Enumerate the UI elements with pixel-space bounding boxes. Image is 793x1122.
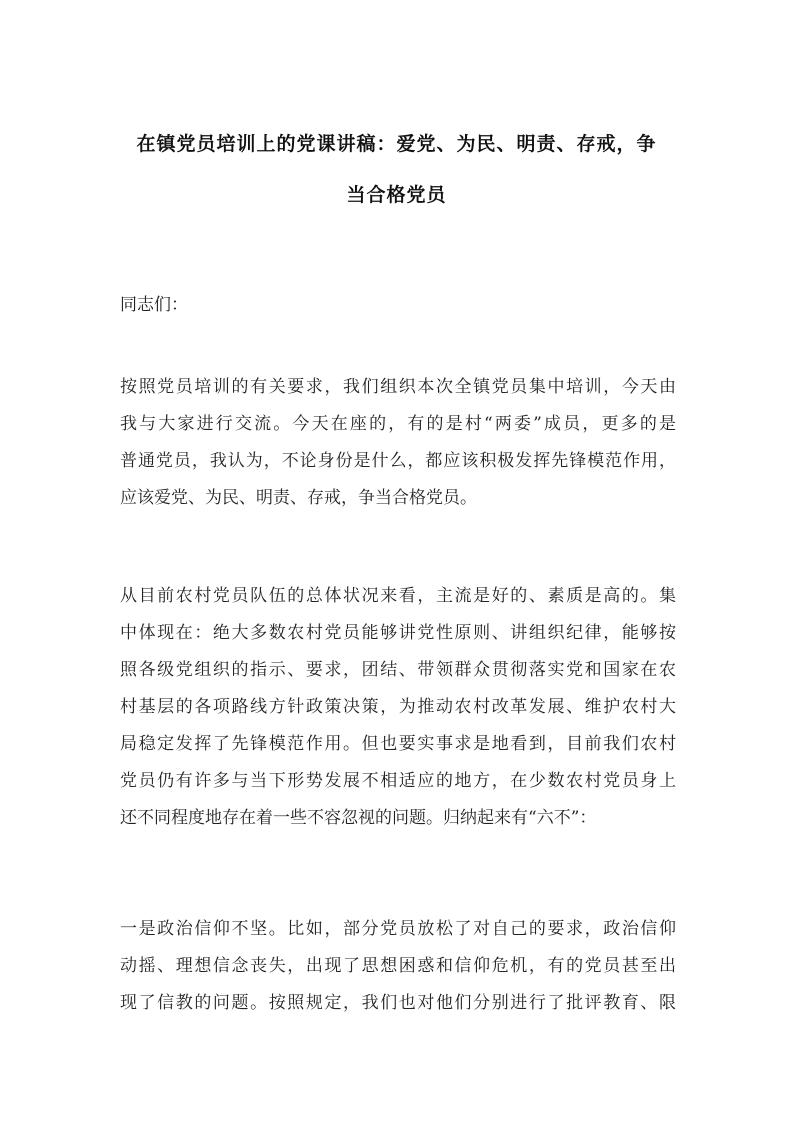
paragraph-2-line: 从目前农村党员队伍的总体状况来看，主流是好的、素质是高的。集 bbox=[120, 586, 676, 606]
paragraph-3-line: 一是政治信仰不坚。比如，部分党员放松了对自己的要求，政治信仰 bbox=[120, 919, 676, 939]
paragraph-1-line: 应该爱党、为民、明责、存戒，争当合格党员。 bbox=[120, 488, 477, 508]
paragraph-2-line: 中体现在：绝大多数农村党员能够讲党性原则、讲组织纪律，能够按 bbox=[120, 623, 676, 643]
paragraph-3-line: 现了信教的问题。按照规定，我们也对他们分别进行了批评教育、限 bbox=[120, 993, 676, 1013]
paragraph-2-line: 还不同程度地存在着一些不容忽视的问题。归纳起来有“六不”： bbox=[120, 808, 597, 828]
paragraph-3 bbox=[120, 911, 676, 1022]
greeting-text: 同志们： bbox=[120, 295, 188, 315]
paragraph-2 bbox=[120, 578, 676, 837]
paragraph-2-line: 党员仍有许多与当下形势发展不相适应的地方，在少数农村党员身上 bbox=[120, 771, 676, 791]
paragraph-2-line: 村基层的各项路线方针政策决策，为推动农村改革发展、维护农村大 bbox=[120, 697, 676, 717]
paragraph-1-line: 按照党员培训的有关要求，我们组织本次全镇党员集中培训，今天由 bbox=[120, 377, 676, 397]
document-title-line-1: 在镇党员培训上的党课讲稿：爱党、为民、明责、存戒，争 bbox=[136, 133, 657, 155]
paragraph-1 bbox=[120, 369, 676, 517]
paragraph-3-line: 动摇、理想信念丧失，出现了思想困惑和信仰危机，有的党员甚至出 bbox=[120, 956, 676, 976]
greeting bbox=[120, 287, 676, 324]
paragraph-1-line: 普通党员，我认为，不论身份是什么，都应该积极发挥先锋模范作用， bbox=[120, 451, 676, 471]
paragraph-1-line: 我与大家进行交流。今天在座的，有的是村“两委”成员，更多的是 bbox=[120, 414, 676, 434]
document-title-line-2: 当合格党员 bbox=[346, 184, 447, 206]
paragraph-2-line: 局稳定发挥了先锋模范作用。但也要实事求是地看到，目前我们农村 bbox=[120, 734, 676, 754]
paragraph-2-line: 照各级党组织的指示、要求，团结、带领群众贯彻落实党和国家在农 bbox=[120, 660, 676, 680]
